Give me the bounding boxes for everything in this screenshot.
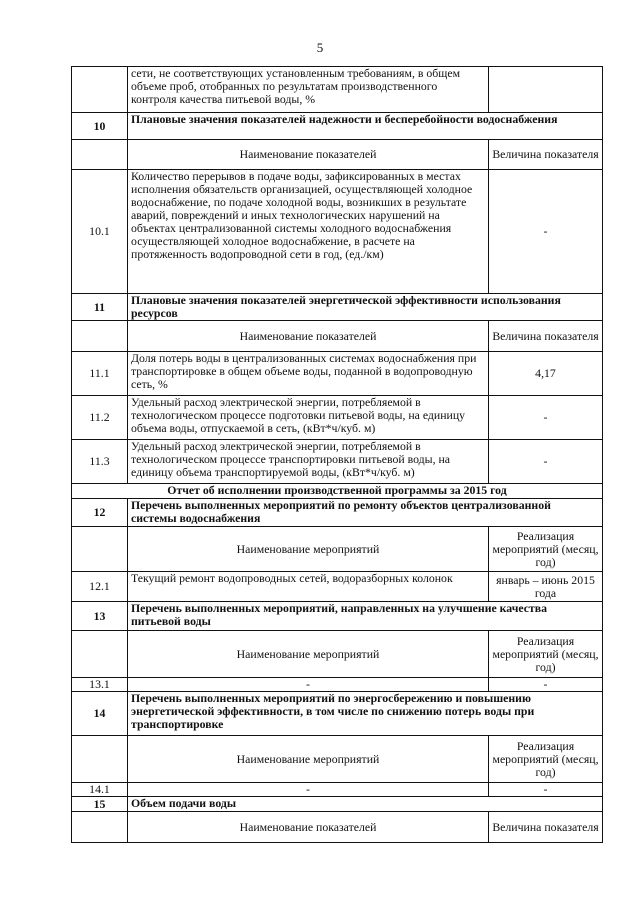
- column-header-row: [72, 527, 603, 572]
- report-title: Отчет об исполнении производственной программы за 2015 год: [72, 484, 603, 499]
- indicator-name: сети, не соответствующих установленным требованиям, в общем объеме проб, отобранных по результатам производственного контроля качества питьевой воды, %: [128, 67, 489, 113]
- indicator-name: Доля потерь воды в централизованных системах водоснабжения при транспортировке в общем объеме воды, поданной в водопроводную сеть, %: [128, 352, 489, 396]
- event-realization: -: [489, 783, 603, 797]
- table-row: [72, 396, 603, 440]
- column-header-row: [72, 321, 603, 352]
- indicator-value: -: [489, 440, 603, 484]
- section-title: Объем подачи воды: [128, 797, 603, 812]
- event-realization: январь – июнь 2015 года: [489, 572, 603, 602]
- section-number: 12: [72, 499, 128, 527]
- row-number: 10.1: [72, 170, 128, 294]
- column-header-realization: Реализация мероприятий (месяц, год): [489, 631, 603, 678]
- event-name: Текущий ремонт водопроводных сетей, водоразборных колонок: [128, 572, 489, 602]
- row-number: 13.1: [72, 678, 128, 692]
- table-row: [72, 783, 603, 797]
- section-title: Перечень выполненных мероприятий по энергосбережению и повышению энергетической эффективности, в том числе по снижению потерь воды при транспортировке: [128, 692, 603, 736]
- column-header-name: Наименование показателей: [128, 140, 489, 170]
- report-title-row: [72, 484, 603, 499]
- column-header-row: [72, 140, 603, 170]
- column-header-event: Наименование мероприятий: [128, 736, 489, 783]
- event-name: -: [128, 678, 489, 692]
- column-header-event: Наименование мероприятий: [128, 527, 489, 572]
- section-number: 11: [72, 294, 128, 321]
- event-name: -: [128, 783, 489, 797]
- page-number: 5: [316, 40, 324, 55]
- column-header-name: Наименование показателей: [128, 812, 489, 843]
- section-title: Перечень выполненных мероприятий по ремонту объектов централизованной системы водоснабжения: [128, 499, 603, 527]
- table-row: [72, 170, 603, 294]
- column-header-value: Величина показателя: [489, 321, 603, 352]
- indicator-name: Удельный расход электрической энергии, потребляемой в технологическом процессе транспортировки питьевой воды, на единицу объема транспортируемой воды, (кВт*ч/куб. м): [128, 440, 489, 484]
- section-title: Перечень выполненных мероприятий, направленных на улучшение качества питьевой воды: [128, 602, 603, 631]
- section-header-13: [72, 602, 603, 631]
- column-header-row: [72, 631, 603, 678]
- indicator-value: [489, 67, 603, 113]
- column-header-row: [72, 812, 603, 843]
- section-title: Плановые значения показателей энергетической эффективности использования ресурсов: [128, 294, 603, 321]
- event-realization: -: [489, 678, 603, 692]
- column-header-realization: Реализация мероприятий (месяц, год): [489, 527, 603, 572]
- row-number: 11.1: [72, 352, 128, 396]
- indicator-value: -: [489, 170, 603, 294]
- section-header-11: [72, 294, 603, 321]
- section-title: Плановые значения показателей надежности и бесперебойности водоснабжения: [128, 113, 603, 140]
- indicator-name: Удельный расход электрической энергии, потребляемой в технологическом процессе подготовки питьевой воды, на единицу объема воды, отпускаемой в сеть, (кВт*ч/куб. м): [128, 396, 489, 440]
- column-header-value: Величина показателя: [489, 812, 603, 843]
- section-number: 13: [72, 602, 128, 631]
- section-header-15: [72, 797, 603, 812]
- column-header-value: Величина показателя: [489, 140, 603, 170]
- row-number: 11.3: [72, 440, 128, 484]
- section-number: 15: [72, 797, 128, 812]
- section-number: 10: [72, 113, 128, 140]
- row-number: 12.1: [72, 572, 128, 602]
- row-number: 11.2: [72, 396, 128, 440]
- indicator-name: Количество перерывов в подаче воды, зафиксированных в местах исполнения обязательств организацией, осуществляющей холодное водоснабжение, по подаче холодной воды, возникших в результате аварий, повреждений и иных технологических нарушений на объектах централизованной системы холодного водоснабжения осуществляющей холодное водоснабжение, в расчете на протяженность водопроводной сети в год, (ед./км): [128, 170, 489, 294]
- section-header-12: [72, 499, 603, 527]
- table-row: [72, 67, 603, 113]
- column-header-event: Наименование мероприятий: [128, 631, 489, 678]
- section-header-14: [72, 692, 603, 736]
- table-row: [72, 572, 603, 602]
- table-row: [72, 440, 603, 484]
- column-header-realization: Реализация мероприятий (месяц, год): [489, 736, 603, 783]
- row-number: 14.1: [72, 783, 128, 797]
- indicator-value: -: [489, 396, 603, 440]
- indicator-value: 4,17: [489, 352, 603, 396]
- section-number: 14: [72, 692, 128, 736]
- column-header-name: Наименование показателей: [128, 321, 489, 352]
- table-row: [72, 352, 603, 396]
- column-header-row: [72, 736, 603, 783]
- section-header-10: [72, 113, 603, 140]
- table-row: [72, 678, 603, 692]
- indicators-table: [71, 66, 603, 843]
- row-number: [72, 67, 128, 113]
